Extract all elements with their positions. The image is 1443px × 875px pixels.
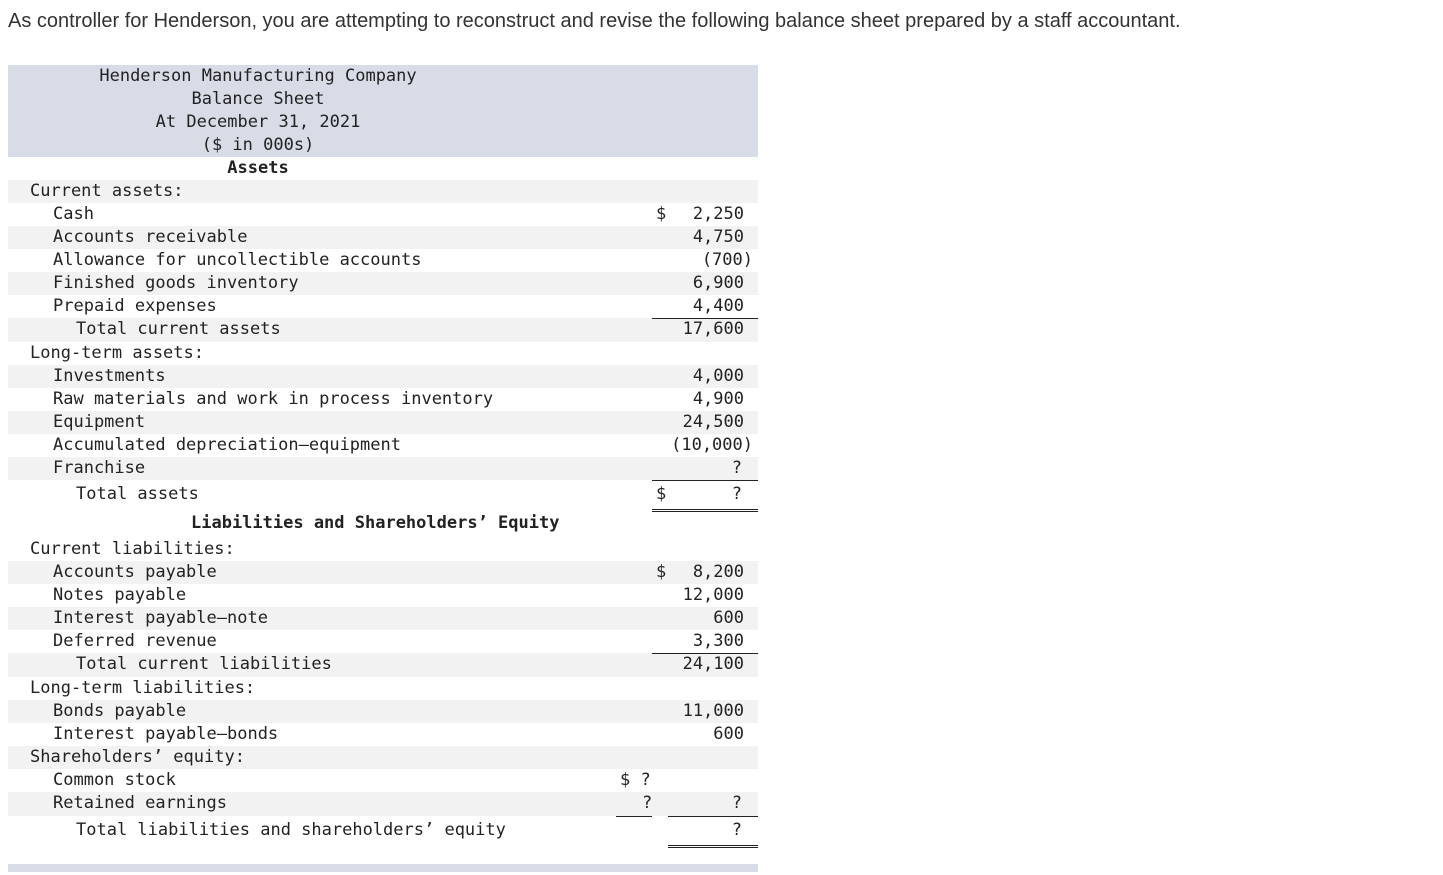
table-row (8, 411, 758, 434)
sheet-header (8, 65, 758, 157)
company-name: Henderson Manufacturing Company (99, 66, 417, 86)
table-row (8, 388, 758, 411)
dollar-sign: $ (656, 562, 667, 582)
table-row (8, 723, 758, 746)
table-row (8, 816, 758, 845)
row-amount: ? (731, 793, 742, 813)
table-row (8, 538, 758, 561)
sub-amount: $ ? (620, 770, 651, 790)
row-amount: ? (731, 458, 742, 478)
liabilities-heading: Liabilities and Shareholders’ Equity (191, 513, 560, 533)
row-label: Total current assets (76, 319, 281, 339)
subtotal-rule (668, 816, 758, 817)
table-row (8, 630, 758, 653)
row-amount: 4,000 (692, 366, 744, 386)
table-row (8, 457, 758, 480)
row-label: Allowance for uncollectible accounts (53, 250, 422, 270)
section-heading: Current liabilities: (30, 539, 235, 559)
row-label: Equipment (53, 412, 146, 432)
row-label: Bonds payable (53, 701, 187, 721)
table-row (8, 249, 758, 272)
row-amount: 600 (713, 724, 744, 744)
section-heading: Long-term assets: (30, 343, 204, 363)
row-amount: ? (731, 820, 742, 840)
row-amount: 12,000 (682, 585, 744, 605)
table-row (8, 607, 758, 630)
balance-sheet (8, 65, 758, 845)
row-amount: 600 (713, 608, 744, 628)
section-heading: Long-term liabilities: (30, 678, 256, 698)
row-label: Retained earnings (53, 793, 227, 813)
total-double-rule (668, 845, 758, 848)
row-label: Total assets (76, 484, 199, 504)
table-row (8, 342, 758, 365)
row-amount: 4,900 (692, 389, 744, 409)
row-label: Accounts receivable (53, 227, 248, 247)
table-row (8, 480, 758, 509)
row-label: Finished goods inventory (53, 273, 299, 293)
table-row (8, 584, 758, 607)
assets-heading: Assets (227, 158, 289, 178)
row-amount: 24,500 (682, 412, 744, 432)
row-label: Total current liabilities (76, 654, 332, 674)
row-amount: 8,200 (692, 562, 744, 582)
table-row (8, 677, 758, 700)
sub-amount: ? (642, 793, 653, 813)
row-amount: 2,250 (692, 204, 744, 224)
table-row (8, 792, 758, 816)
row-label: Accounts payable (53, 562, 217, 582)
units-note: ($ in 000s) (201, 135, 315, 155)
subtotal-rule (616, 816, 652, 817)
row-label: Accumulated depreciation—equipment (53, 435, 401, 455)
dollar-sign: $ (656, 204, 667, 224)
table-row (8, 226, 758, 249)
table-row (8, 180, 758, 203)
section-heading: Shareholders’ equity: (30, 747, 245, 767)
table-row (8, 318, 758, 342)
row-amount: (10,000) (671, 435, 753, 455)
row-label: Deferred revenue (53, 631, 217, 651)
row-amount: (700) (701, 250, 753, 270)
table-row (8, 653, 758, 677)
row-amount: 11,000 (682, 701, 744, 721)
footer-bar (8, 864, 758, 872)
section-heading: Current assets: (30, 181, 184, 201)
table-row (8, 509, 758, 538)
table-row (8, 746, 758, 769)
statement-title: Balance Sheet (191, 89, 325, 109)
row-amount: 17,600 (682, 319, 744, 339)
row-label: Prepaid expenses (53, 296, 217, 316)
table-row (8, 272, 758, 295)
table-row (8, 434, 758, 457)
table-row (8, 561, 758, 584)
statement-date: At December 31, 2021 (155, 112, 361, 132)
table-row (8, 769, 758, 792)
intro-text: As controller for Henderson, you are attempting to reconstruct and revise the following balance sheet prepared by a staff accountant. (8, 10, 1181, 32)
assets-heading-row (8, 157, 758, 180)
row-label: Franchise (53, 458, 146, 478)
row-label: Total liabilities and shareholders’ equity (76, 820, 506, 840)
row-amount: 4,750 (692, 227, 744, 247)
table-row (8, 295, 758, 318)
subtotal-rule (652, 480, 758, 481)
row-amount: 3,300 (692, 631, 744, 651)
table-row (8, 365, 758, 388)
row-label: Cash (53, 204, 94, 224)
row-label: Interest payable—bonds (53, 724, 279, 744)
table-row (8, 700, 758, 723)
row-label: Interest payable—note (53, 608, 268, 628)
row-amount: ? (731, 484, 742, 504)
row-label: Raw materials and work in process inventory (53, 389, 494, 409)
row-label: Investments (53, 366, 166, 386)
table-row (8, 203, 758, 226)
row-amount: 4,400 (692, 296, 744, 316)
row-amount: 24,100 (682, 654, 744, 674)
row-label: Common stock (53, 770, 176, 790)
row-amount: 6,900 (692, 273, 744, 293)
dollar-sign: $ (656, 484, 667, 504)
row-label: Notes payable (53, 585, 187, 605)
